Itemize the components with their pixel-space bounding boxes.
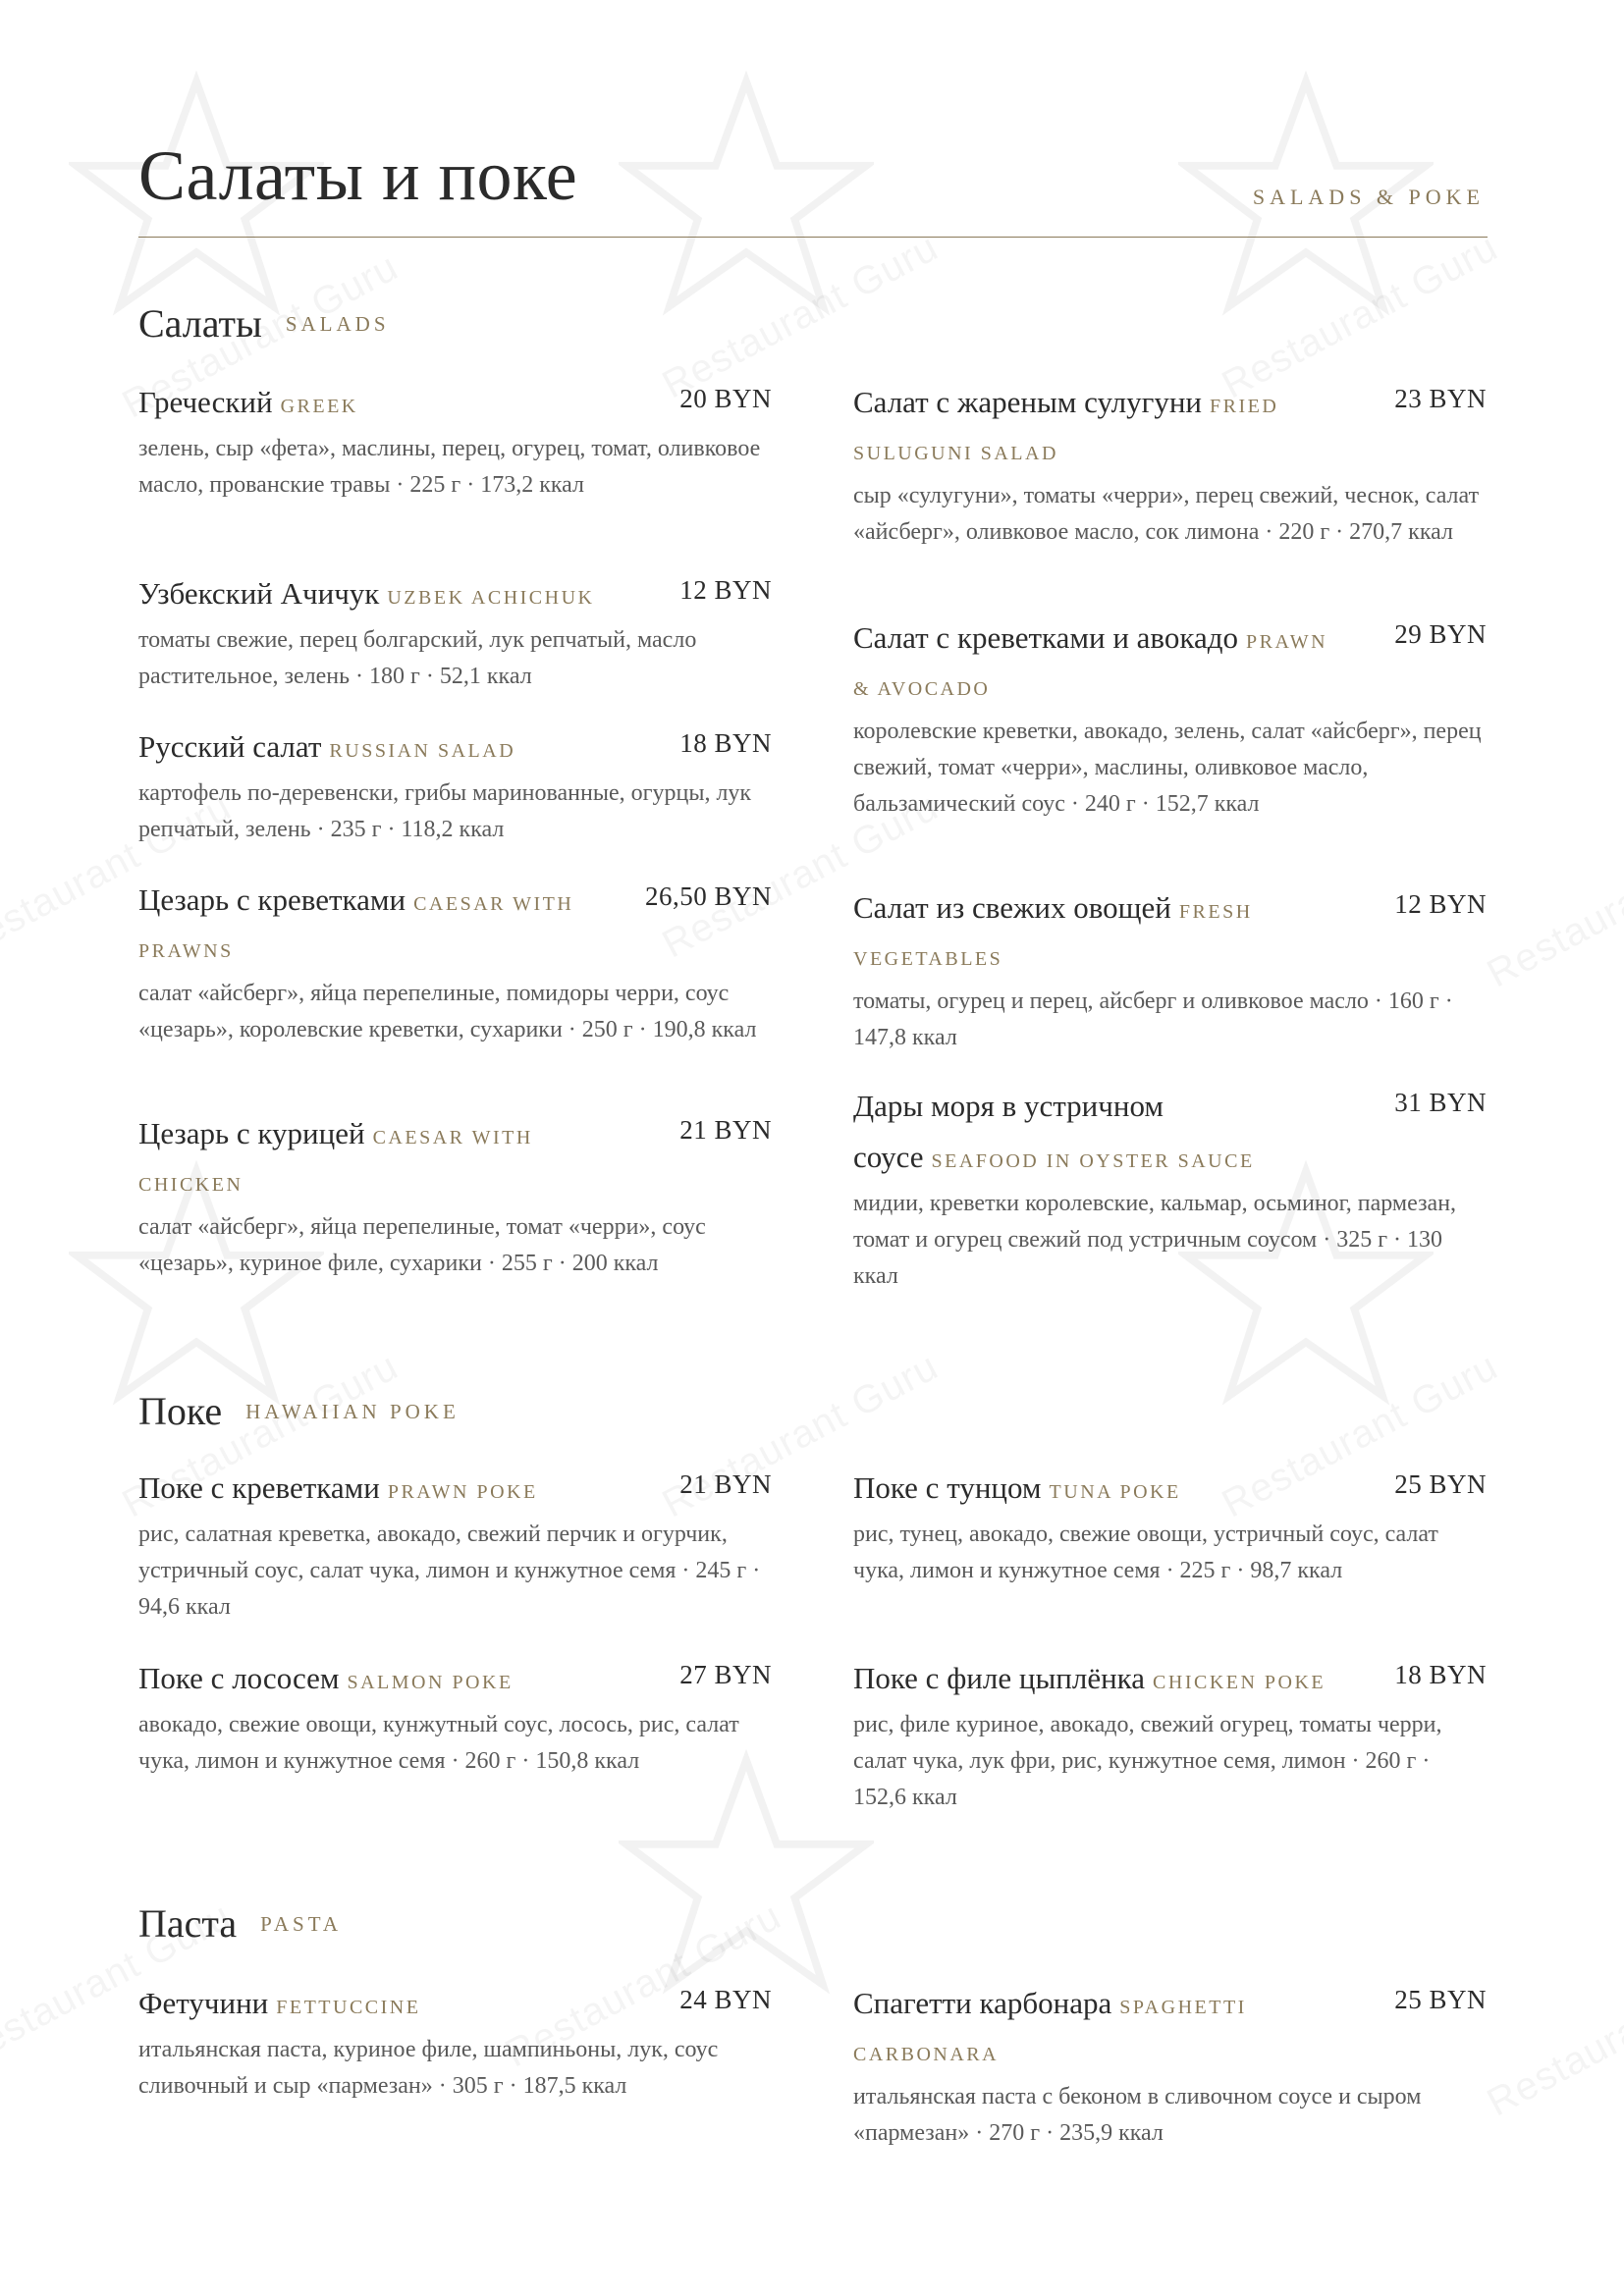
- item-price: 29 BYN: [1394, 619, 1487, 649]
- item-description: салат «айсберг», яйца перепелиные, томат «черри», соус «цезарь», куриное филе, сухарики · 255 г · 200 ккал: [138, 1214, 706, 1276]
- item-description: королевские креветки, авокадо, зелень, салат «айсберг», перец свежий, томат «черри», маслины, оливковое масло, бальзамический соус · 240 г · 152,7 ккал: [853, 719, 1482, 817]
- item-name-en: PRAWN POKE: [387, 1481, 538, 1503]
- item-name: Салат из свежих овощей: [853, 890, 1171, 925]
- item-name: Поке с креветками: [138, 1470, 380, 1505]
- menu-item: [138, 878, 772, 1048]
- page-subtitle: SALADS & POKE: [1252, 185, 1485, 209]
- item-description: сыр «сулугуни», томаты «черри», перец свежий, чеснок, салат «айсберг», оливковое масло, сок лимона · 220 г · 270,7 ккал: [853, 483, 1480, 545]
- item-price: 12 BYN: [1394, 889, 1487, 919]
- item-price: 20 BYN: [679, 384, 772, 413]
- page-title: Салаты и поке: [138, 136, 578, 215]
- item-price: 18 BYN: [679, 728, 772, 758]
- title-divider: [138, 237, 1488, 238]
- menu-item: [853, 885, 1487, 1056]
- item-description: мидии, креветки королевские, кальмар, осьминог, пармезан, томат и огурец свежий под устричным соусом · 325 г · 130 ккал: [853, 1191, 1457, 1289]
- item-price: 31 BYN: [1394, 1088, 1487, 1117]
- item-description: рис, тунец, авокадо, свежие овощи, устричный соус, салат чука, лимон и кунжутное семя · 225 г · 98,7 ккал: [853, 1522, 1438, 1583]
- menu-item: [138, 1111, 772, 1282]
- item-name-en: CAESAR WITH PRAWNS: [138, 893, 574, 962]
- item-name-en: RUSSIAN SALAD: [329, 740, 516, 762]
- item-name-en: SALMON POKE: [347, 1672, 514, 1693]
- item-price: 21 BYN: [679, 1469, 772, 1499]
- watermark-star-icon: [619, 1747, 874, 2002]
- watermark-star-icon: [619, 69, 874, 324]
- item-price: 21 BYN: [679, 1115, 772, 1145]
- item-name-en: SEAFOOD IN OYSTER SAUCE: [931, 1150, 1255, 1172]
- item-name-en: FRESH VEGETABLES: [853, 901, 1253, 970]
- item-name: Цезарь с креветками: [138, 882, 406, 917]
- section-title-salads: [138, 300, 390, 347]
- item-price: 23 BYN: [1394, 384, 1487, 413]
- section-title-en: SALADS: [285, 312, 390, 336]
- item-name-en: TUNA POKE: [1049, 1481, 1181, 1503]
- item-description: рис, филе куриное, авокадо, свежий огурец, томаты черри, салат чука, лук фри, рис, кунжутное семя, лимон · 260 г · 152,6 ккал: [853, 1712, 1442, 1810]
- menu-item: [138, 571, 772, 695]
- item-description: рис, салатная креветка, авокадо, свежий перчик и огурчик, устричный соус, салат чука, лимон и кунжутное семя · 245 г · 94,6 ккал: [138, 1522, 761, 1620]
- section-title-ru: Паста: [138, 1901, 238, 1946]
- item-name: Цезарь с курицей: [138, 1116, 365, 1150]
- menu-item: [138, 1656, 772, 1780]
- section-title-pasta: [138, 1900, 342, 1947]
- menu-item: [853, 1656, 1487, 1816]
- watermark-text: [1481, 1944, 1624, 2126]
- item-price: 25 BYN: [1394, 1469, 1487, 1499]
- item-name-en: GREEK: [280, 396, 358, 417]
- item-name: Салат с креветками и авокадо: [853, 620, 1238, 655]
- menu-item: [138, 724, 772, 848]
- menu-item: [853, 380, 1487, 551]
- item-price: 27 BYN: [679, 1660, 772, 1689]
- item-price: 24 BYN: [679, 1985, 772, 2014]
- item-name: Фетучини: [138, 1986, 269, 2020]
- menu-item: [853, 1084, 1487, 1295]
- item-description: авокадо, свежие овощи, кунжутный соус, лосось, рис, салат чука, лимон и кунжутное семя · 260 г · 150,8 ккал: [138, 1712, 739, 1774]
- item-name: Поке с тунцом: [853, 1470, 1042, 1505]
- item-price: 26,50 BYN: [644, 881, 772, 911]
- item-price: 18 BYN: [1394, 1660, 1487, 1689]
- item-description: итальянская паста с беконом в сливочном соусе и сыром «пармезан» · 270 г · 235,9 ккал: [853, 2084, 1422, 2146]
- item-name-en: FRIED SULUGUNI SALAD: [853, 396, 1279, 464]
- item-description: томаты, огурец и перец, айсберг и оливковое масло · 160 г · 147,8 ккал: [853, 988, 1453, 1050]
- section-title-en: PASTA: [260, 1912, 343, 1936]
- menu-item: [138, 1981, 772, 2105]
- item-name: Салат с жареным сулугуни: [853, 385, 1203, 419]
- item-name-en: PRAWN & AVOCADO: [853, 631, 1328, 700]
- menu-item: [853, 615, 1487, 823]
- item-name-en: SPAGHETTI CARBONARA: [853, 1997, 1247, 2065]
- item-description: итальянская паста, куриное филе, шампиньоны, лук, соус сливочный и сыр «пармезан» · 305 г · 187,5 ккал: [138, 2037, 719, 2099]
- item-name: Узбекский Ачичук: [138, 576, 380, 611]
- item-name: Спагетти карбонара: [853, 1986, 1112, 2020]
- section-title-en: HAWAIIAN POKE: [245, 1400, 460, 1423]
- item-description: картофель по-деревенски, грибы маринованные, огурцы, лук репчатый, зелень · 235 г · 118,2 ккал: [138, 780, 752, 842]
- menu-item: [138, 1466, 772, 1626]
- item-name: Русский салат: [138, 729, 322, 764]
- item-name: Греческий: [138, 385, 273, 419]
- item-name-en: CHICKEN POKE: [1153, 1672, 1326, 1693]
- item-description: зелень, сыр «фета», маслины, перец, огурец, томат, оливковое масло, прованские травы · 225 г · 173,2 ккал: [138, 436, 761, 498]
- menu-item: [853, 1981, 1487, 2152]
- item-name-en: CAESAR WITH CHICKEN: [138, 1127, 533, 1196]
- menu-item: [138, 380, 772, 504]
- menu-item: [853, 1466, 1487, 1589]
- item-name: Поке с лососем: [138, 1661, 340, 1695]
- section-title-ru: Салаты: [138, 301, 262, 346]
- section-title-ru: Поке: [138, 1389, 223, 1433]
- item-name-en: UZBEK ACHICHUK: [387, 587, 595, 609]
- item-name: Поке с филе цыплёнка: [853, 1661, 1146, 1695]
- item-price: 12 BYN: [679, 575, 772, 605]
- item-name-en: FETTUCCINE: [276, 1997, 421, 2018]
- watermark-text: [1481, 815, 1624, 997]
- item-description: томаты свежие, перец болгарский, лук репчатый, масло растительное, зелень · 180 г · 52,1 ккал: [138, 627, 697, 689]
- item-description: салат «айсберг», яйца перепелиные, помидоры черри, соус «цезарь», королевские креветки, сухарики · 250 г · 190,8 ккал: [138, 981, 757, 1042]
- item-name: Дары моря в устричном соусе: [853, 1089, 1164, 1174]
- item-price: 25 BYN: [1394, 1985, 1487, 2014]
- section-title-poke: [138, 1388, 460, 1434]
